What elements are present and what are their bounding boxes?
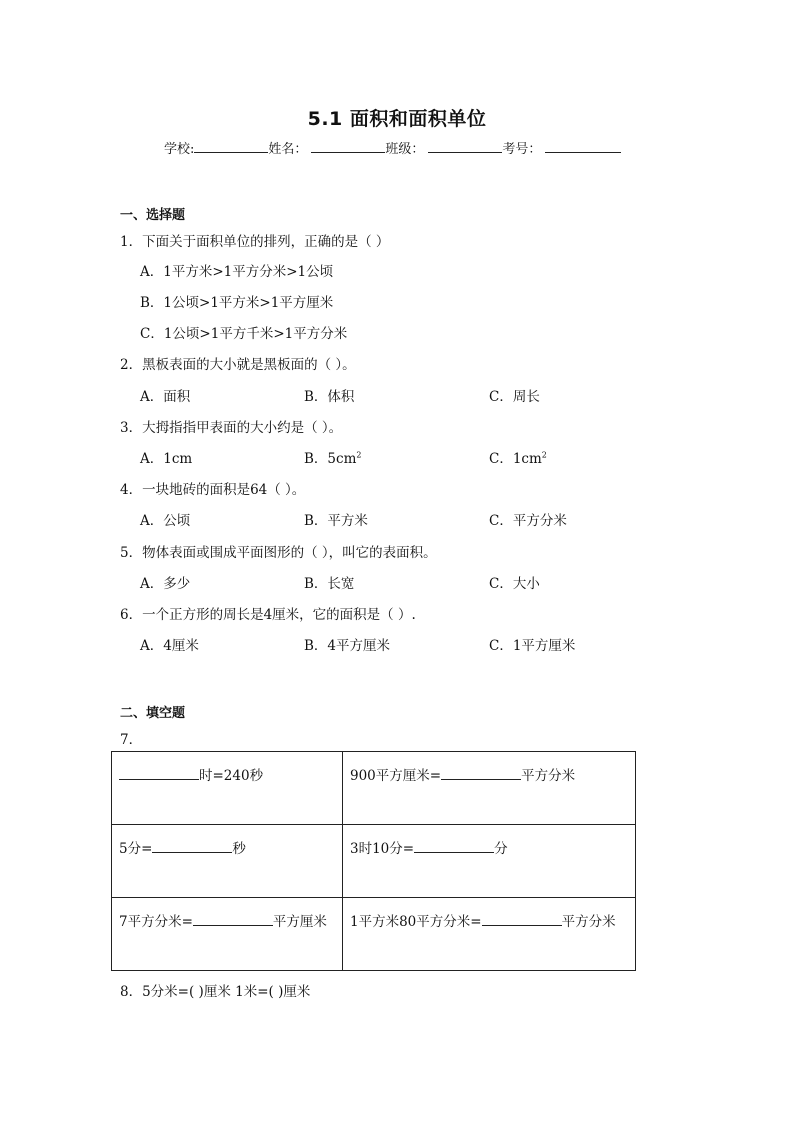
q3-option-a[interactable]: A．1cm bbox=[140, 451, 193, 467]
cell-text: 平方分米 bbox=[521, 768, 576, 784]
q3-option-c-superscript: 2 bbox=[541, 450, 547, 460]
q5-option-b[interactable]: B．长宽 bbox=[304, 576, 355, 592]
q2-option-b[interactable]: B．体积 bbox=[304, 389, 355, 405]
table-cell bbox=[343, 752, 636, 825]
section-heading-choice: 一、选择题 bbox=[120, 208, 186, 223]
school-blank[interactable] bbox=[194, 138, 268, 153]
q4-option-c[interactable]: C．平方分米 bbox=[489, 513, 567, 529]
cell-text: 平方分米 bbox=[561, 914, 616, 930]
table-cell bbox=[112, 898, 343, 971]
question-7-label: 7． bbox=[120, 732, 143, 748]
name-label: 姓名： bbox=[268, 142, 308, 157]
q4-option-b[interactable]: B．平方米 bbox=[304, 513, 368, 529]
cell-text: 秒 bbox=[232, 841, 246, 857]
school-label: 学校: bbox=[164, 142, 195, 157]
answer-blank[interactable] bbox=[193, 913, 273, 926]
q3-option-b[interactable] bbox=[304, 447, 361, 467]
q6-option-b[interactable]: B．4平方厘米 bbox=[304, 638, 391, 654]
table-row bbox=[112, 752, 636, 825]
cell-text: 分 bbox=[494, 841, 508, 857]
q3-option-c-text: C．1cm bbox=[489, 451, 542, 467]
question-4-stem: 4．一块地砖的面积是64（ ）。 bbox=[120, 482, 306, 498]
question-8-stem: 8．5分米=( )厘米 1米=( )厘米 bbox=[120, 984, 311, 1000]
answer-blank[interactable] bbox=[441, 767, 521, 780]
class-blank[interactable] bbox=[428, 138, 502, 153]
q5-option-c[interactable]: C．大小 bbox=[489, 576, 540, 592]
table-row bbox=[112, 825, 636, 898]
name-blank[interactable] bbox=[311, 138, 385, 153]
question-6-stem: 6．一个正方形的周长是4厘米，它的面积是（ ）. bbox=[120, 607, 416, 623]
cell-text: 时=240秒 bbox=[199, 768, 264, 784]
q4-option-a[interactable]: A．公顷 bbox=[140, 513, 191, 529]
q1-option-a[interactable]: A．1平方米>1平方分米>1公顷 bbox=[140, 264, 334, 280]
q7-conversion-table bbox=[111, 751, 636, 971]
q1-option-c[interactable]: C．1公顷>1平方千米>1平方分米 bbox=[140, 326, 348, 342]
cell-text: 7平方分米= bbox=[119, 914, 193, 930]
answer-blank[interactable] bbox=[152, 840, 232, 853]
table-cell bbox=[343, 825, 636, 898]
table-row bbox=[112, 898, 636, 971]
page-title: 5.1 面积和面积单位 bbox=[307, 108, 487, 130]
table-cell bbox=[343, 898, 636, 971]
question-2-stem: 2．黑板表面的大小就是黑板面的（ ）。 bbox=[120, 357, 356, 373]
student-info-line bbox=[164, 138, 621, 157]
q1-option-b[interactable]: B．1公顷>1平方米>1平方厘米 bbox=[140, 295, 334, 311]
q6-option-c[interactable]: C．1平方厘米 bbox=[489, 638, 576, 654]
question-5-stem: 5．物体表面或围成平面图形的（ ），叫它的表面积。 bbox=[120, 545, 437, 561]
cell-text: 900平方厘米= bbox=[350, 768, 442, 784]
q5-option-a[interactable]: A．多少 bbox=[140, 576, 191, 592]
q3-option-b-superscript: 2 bbox=[356, 450, 362, 460]
exam-no-label: 考号： bbox=[502, 142, 542, 157]
table-cell bbox=[112, 752, 343, 825]
question-3-stem: 3．大拇指指甲表面的大小约是（ ）。 bbox=[120, 420, 343, 436]
cell-text: 3时10分= bbox=[350, 841, 415, 857]
question-1-stem: 1．下面关于面积单位的排列，正确的是（ ） bbox=[120, 234, 390, 250]
q3-option-c[interactable] bbox=[489, 447, 547, 467]
q2-option-a[interactable]: A．面积 bbox=[140, 389, 191, 405]
q2-option-c[interactable]: C．周长 bbox=[489, 389, 540, 405]
section-heading-fill-in: 二、填空题 bbox=[120, 706, 186, 721]
class-label: 班级： bbox=[385, 142, 425, 157]
cell-text: 1平方米80平方分米= bbox=[350, 914, 482, 930]
answer-blank[interactable] bbox=[414, 840, 494, 853]
exam-no-blank[interactable] bbox=[545, 138, 621, 153]
answer-blank[interactable] bbox=[119, 767, 199, 780]
q3-option-b-text: B．5cm bbox=[304, 451, 357, 467]
cell-text: 平方厘米 bbox=[272, 914, 327, 930]
table-cell bbox=[112, 825, 343, 898]
answer-blank[interactable] bbox=[482, 913, 562, 926]
cell-text: 5分= bbox=[119, 841, 153, 857]
q6-option-a[interactable]: A．4厘米 bbox=[140, 638, 199, 654]
